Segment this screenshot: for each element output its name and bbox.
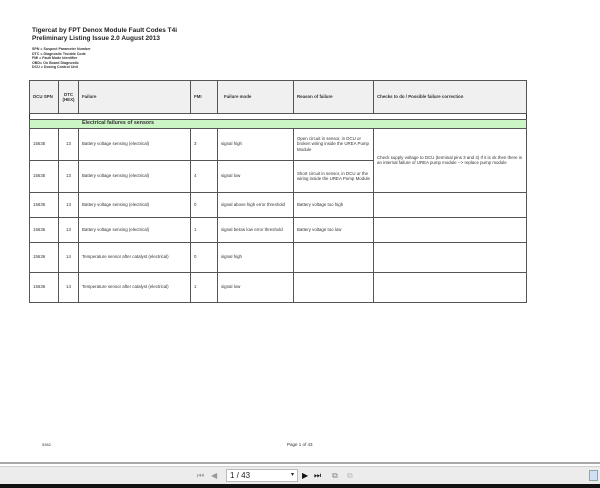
page-number-input[interactable] [226,469,298,482]
taskbar [0,484,600,488]
cell: Battery voltage sensing (electrical) [79,192,191,217]
cell [374,192,527,217]
previous-page-icon[interactable]: ◀ [211,471,218,480]
cell: signal below low error threshold [218,217,294,242]
cell: 15635 [30,128,59,160]
cell: 13 [59,128,79,160]
cell: Short circuit in sensor, in DCU or the wiring inside the UREA Pump Module [294,160,374,192]
cell: 1 [191,217,218,242]
fit-page-icon[interactable]: ⧉ [332,471,338,480]
table-row [30,192,527,217]
fault-code-table [29,80,527,303]
cell: 4 [191,160,218,192]
cell: Battery voltage sensing (electrical) [79,128,191,160]
header-row [30,81,527,114]
cell: signal high [218,128,294,160]
cell [374,272,527,302]
cell: Temperature sensor after catalyst (electrical) [79,242,191,272]
table-row [30,217,527,242]
cell: 14 [59,272,79,302]
chevron-down-icon[interactable]: ▾ [290,472,294,478]
single-page-view-icon[interactable] [589,470,598,481]
cell: 15635 [30,160,59,192]
abbr: SPN = Suspect Parameter Number [32,47,91,51]
abbreviations [32,47,91,70]
cell: 3 [191,128,218,160]
cell [294,272,374,302]
cell: 13 [59,217,79,242]
title-line-2: Preliminary Listing Issue 2.0 August 2013 [32,35,161,42]
header-cell: Failure mode [218,81,294,114]
cell: signal low [218,160,294,192]
footer-doc-number: 5362 [42,442,51,447]
cell: 15636 [30,272,59,302]
header-cell: DTC (HEX) [59,81,79,114]
cell: signal low [218,272,294,302]
cell: 15635 [30,192,59,217]
cell: Battery voltage sensing (electrical) [79,217,191,242]
abbr: DCU = Dosing Control Unit [32,65,78,69]
table-row [30,272,527,302]
cell: Battery voltage sensing (electrical) [79,160,191,192]
header-cell: Failure [79,81,191,114]
last-page-icon[interactable]: ⏭ [314,471,322,480]
table-row [30,128,527,160]
abbr: DTC = Diagnostic Trouble Code [32,51,86,56]
page-value: 1 / 43 [230,471,251,480]
footer-page-number: Page 1 of 43 [287,442,313,447]
cell: signal high [218,242,294,272]
cell: Temperature sensor after catalyst (electrical) [79,272,191,302]
cell [294,242,374,272]
cell: Open circuit in sensor, in DCU or broken wiring inside the UREA Pump Module [294,128,374,160]
abbr: OBD= On Board Diagnostic [32,60,79,65]
header-cell: Checks to do / Possible failure correction [374,81,527,114]
fit-width-icon[interactable]: ⧉ [347,471,353,480]
cell: 14 [59,242,79,272]
cell: signal above high error threshold [218,192,294,217]
header-cell: Reason of failure [294,81,374,114]
title-line-1: Tigercat by FPT Denox Module Fault Codes T4i [32,27,178,34]
cell [374,242,527,272]
cell: 15636 [30,242,59,272]
cell: 0 [191,242,218,272]
doc-title [32,27,177,43]
cell: 0 [191,192,218,217]
cell: 1 [191,272,218,302]
cell: 13 [59,192,79,217]
cell: 15636 [30,217,59,242]
cell: Battery voltage too high [294,192,374,217]
next-page-icon[interactable]: ▶ [302,471,309,480]
abbr: FMI = Fault Mode Identifier [32,56,78,60]
cell: 13 [59,160,79,192]
header-cell: DCU SPN [30,81,59,114]
cell [374,217,527,242]
header-cell: FMI [191,81,218,114]
table-row [30,242,527,272]
section-header: Electrical failures of sensors [30,120,527,129]
check-cell: Check supply voltage to DCU (terminal pins 3 and 4) If it is ok then there is an internal failure of UREA pump module --> replace pump module [374,128,527,192]
first-page-icon[interactable]: ⏮ [197,471,205,480]
pdf-toolbar [0,466,600,484]
cell: Battery voltage too low [294,217,374,242]
